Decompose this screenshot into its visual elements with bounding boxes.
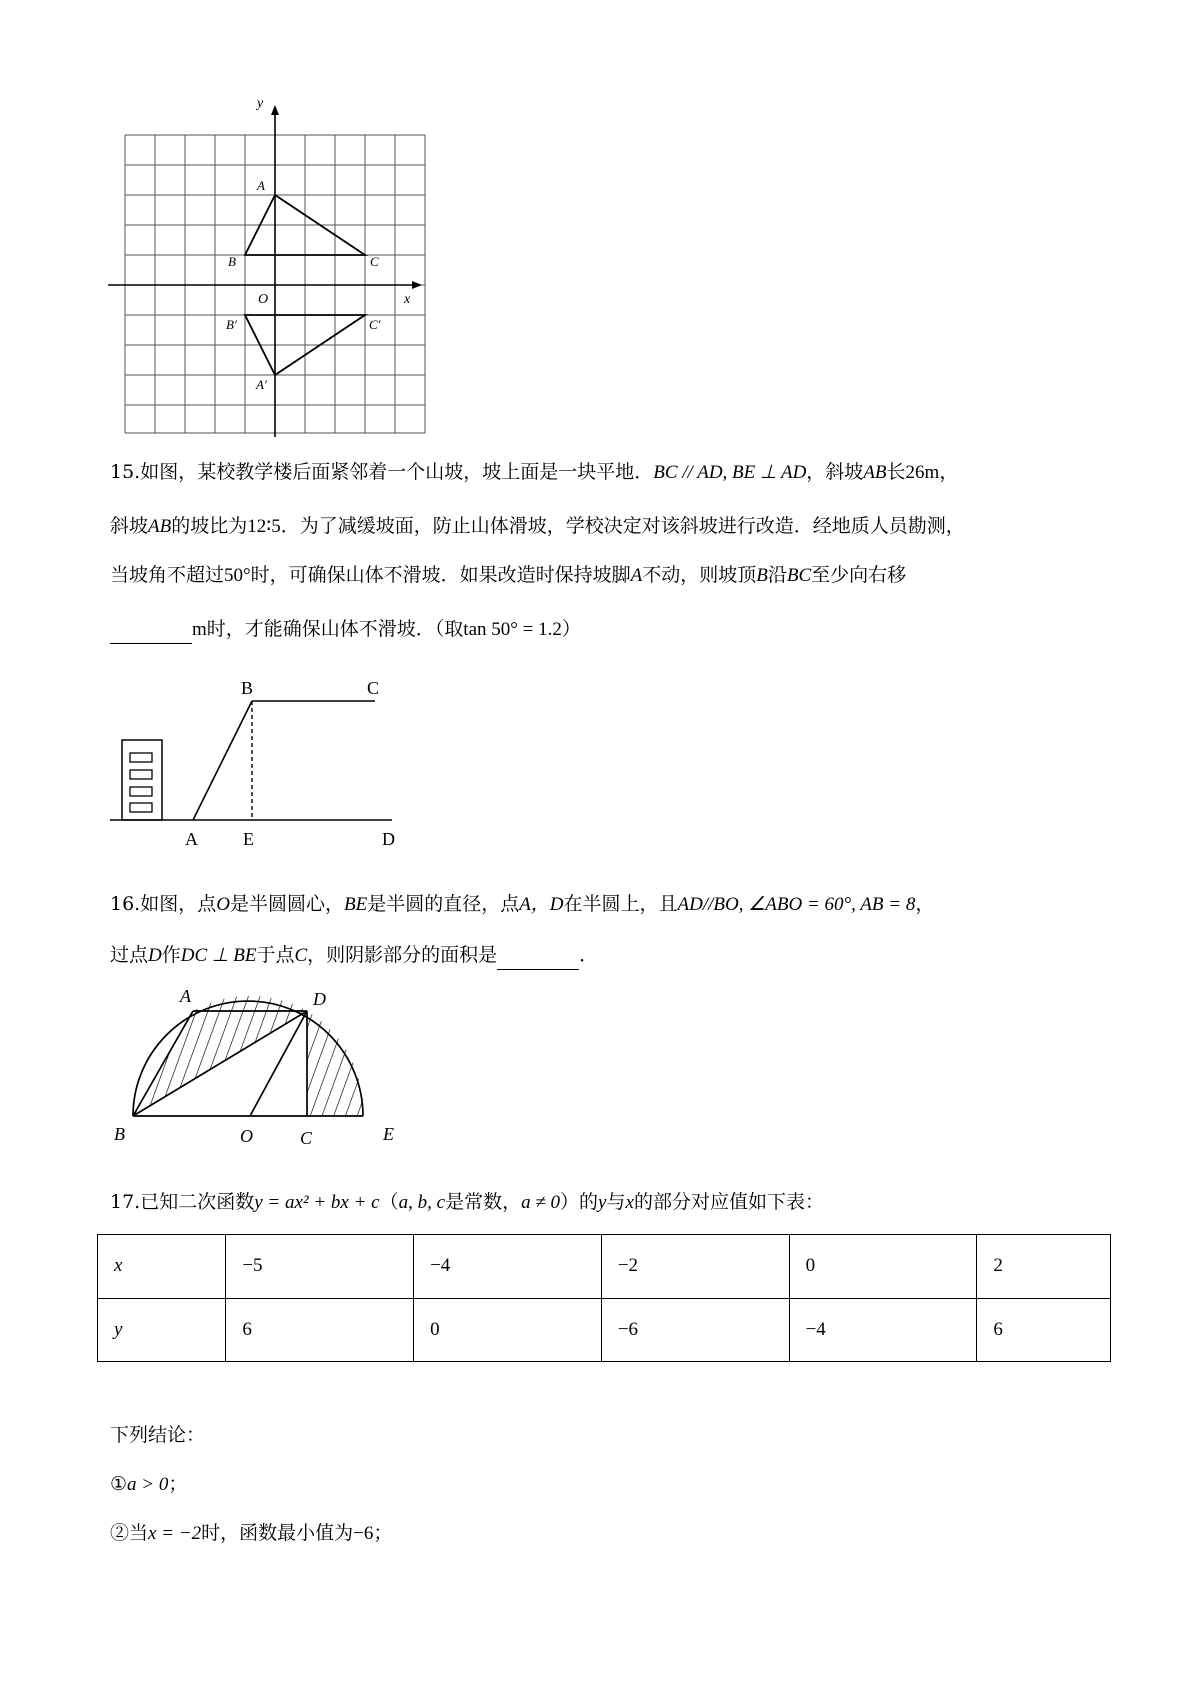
q17-conclusion-1 bbox=[110, 1470, 187, 1499]
q16-text: ，则阴影部分的面积是 bbox=[307, 944, 498, 966]
q17-text: ； bbox=[373, 1522, 393, 1544]
q17-var-y: y bbox=[598, 1192, 607, 1213]
q15-text: 时，可确保山体不滑坡．如果改造时保持坡脚 bbox=[250, 564, 631, 586]
table-header-y: y bbox=[114, 1318, 123, 1340]
fig16-label-d: D bbox=[313, 989, 326, 1009]
q17-text: ）的 bbox=[560, 1191, 599, 1213]
q15-text: 长 bbox=[886, 461, 906, 483]
q16-text: 于点 bbox=[256, 944, 295, 966]
q15-segment-bc: BC bbox=[786, 565, 812, 586]
fig16-label-c: C bbox=[300, 1128, 313, 1145]
q15-slope-ratio: 12∶5 bbox=[247, 516, 281, 537]
table-row-x bbox=[98, 1235, 1111, 1299]
fig15-label-b: B bbox=[241, 680, 254, 698]
value-table bbox=[97, 1234, 1111, 1362]
point-a-prime-label: A′ bbox=[256, 377, 267, 392]
building-window bbox=[130, 770, 152, 779]
table-cell: 0 bbox=[789, 1235, 977, 1299]
table-header-x: x bbox=[114, 1255, 123, 1277]
fig15-label-a: A bbox=[185, 829, 198, 849]
q16-point-o: O bbox=[216, 894, 230, 915]
building-window bbox=[130, 803, 152, 812]
q15-line-2 bbox=[110, 512, 965, 541]
fig16-label-o: O bbox=[240, 1126, 253, 1145]
q15-line-3 bbox=[110, 561, 906, 590]
table-cell: 6 bbox=[977, 1298, 1111, 1362]
q17-text: 17.已知二次函数 bbox=[110, 1191, 255, 1213]
q15-point-a: A bbox=[630, 565, 643, 586]
q17-text: 是常数， bbox=[445, 1191, 522, 1213]
q17-text: （ bbox=[379, 1191, 399, 1213]
y-axis-label: y bbox=[257, 96, 264, 111]
table-cell bbox=[98, 1235, 226, 1299]
fig16-label-b: B bbox=[114, 1124, 125, 1144]
q16-line-2 bbox=[110, 941, 598, 970]
coordinate-grid-figure bbox=[100, 95, 430, 440]
q15-length: 26m bbox=[905, 462, 940, 483]
q16-text: 作 bbox=[161, 944, 181, 966]
fig16-label-e: E bbox=[383, 1124, 394, 1144]
q15-text: ．为了减缓坡面，防止山体滑坡，学校决定对该斜坡进行改造．经地质人员勘测， bbox=[280, 515, 965, 537]
q15-text: 沿 bbox=[767, 564, 787, 586]
q17-var-x: x bbox=[625, 1192, 634, 1213]
q15-unit: m bbox=[192, 619, 207, 640]
q17-line-1 bbox=[110, 1188, 824, 1217]
q15-condition: BC // AD, BE ⊥ AD bbox=[653, 462, 807, 483]
q16-perpendicular: DC ⊥ BE bbox=[180, 945, 257, 966]
table-cell: −6 bbox=[601, 1298, 789, 1362]
q17-text: 与 bbox=[606, 1191, 626, 1213]
conclusion-2-value: −6 bbox=[353, 1523, 374, 1544]
q17-text: 的部分对应值如下表： bbox=[633, 1191, 824, 1213]
q17-text: 下列结论： bbox=[110, 1424, 206, 1446]
q15-text: 不动，则坡顶 bbox=[642, 564, 757, 586]
origin-label: O bbox=[258, 292, 269, 307]
table-cell: 2 bbox=[977, 1235, 1111, 1299]
q17-condition: a ≠ 0 bbox=[521, 1192, 561, 1213]
table-cell: −2 bbox=[601, 1235, 789, 1299]
q17-text: ； bbox=[168, 1473, 188, 1495]
q15-tan-value: tan 50° = 1.2 bbox=[463, 619, 562, 640]
q15-text: 当坡角不超过 bbox=[110, 564, 225, 586]
q15-angle: 50° bbox=[224, 565, 251, 586]
q17-conclusions-label bbox=[110, 1421, 205, 1449]
school-building bbox=[122, 740, 162, 820]
table-cell: −4 bbox=[414, 1235, 602, 1299]
q16-text: ． bbox=[579, 944, 599, 966]
shaded-region-right bbox=[307, 1011, 363, 1116]
q16-diameter-be: BE bbox=[343, 894, 368, 915]
q15-answer-blank[interactable] bbox=[110, 615, 192, 644]
y-axis-arrow bbox=[271, 105, 279, 115]
semicircle-figure bbox=[100, 985, 420, 1145]
x-axis-arrow bbox=[412, 281, 422, 289]
q16-text: 是半圆的直径，点 bbox=[367, 893, 520, 915]
q16-point-c: C bbox=[294, 945, 308, 966]
point-b-label: B bbox=[228, 254, 236, 269]
conclusion-number: ② bbox=[110, 1522, 130, 1544]
q16-text: 是半圆圆心， bbox=[229, 893, 344, 915]
q16-point-d: D bbox=[148, 945, 162, 966]
fig16-label-a: A bbox=[180, 986, 191, 1006]
q15-text: 斜坡 bbox=[110, 515, 149, 537]
table-cell: −5 bbox=[226, 1235, 414, 1299]
table-cell: 0 bbox=[414, 1298, 602, 1362]
q16-line-1 bbox=[110, 890, 934, 919]
fig15-label-d: D bbox=[382, 829, 395, 849]
fig15-label-c: C bbox=[367, 680, 380, 698]
q15-segment-ab: AB bbox=[863, 462, 887, 483]
slope-figure bbox=[100, 680, 410, 855]
q17-constants: a, b, c bbox=[398, 1192, 446, 1213]
q17-text: 当 bbox=[129, 1522, 149, 1544]
q16-text: 过点 bbox=[110, 944, 149, 966]
point-a-label: A bbox=[257, 178, 265, 193]
table-cell: 6 bbox=[226, 1298, 414, 1362]
table-cell bbox=[98, 1298, 226, 1362]
q15-text: 至少向右移 bbox=[811, 564, 907, 586]
q15-text: ，斜坡 bbox=[806, 461, 864, 483]
conclusion-2-math: x = −2 bbox=[148, 1523, 202, 1544]
shaded-region-upper bbox=[133, 996, 307, 1116]
q16-condition: AD//BO, ∠ABO = 60°, AB = 8 bbox=[677, 894, 916, 915]
conclusion-number: ① bbox=[110, 1473, 128, 1495]
q16-text: 16.如图，点 bbox=[110, 893, 217, 915]
fig15-label-e: E bbox=[243, 829, 254, 849]
q17-function: y = ax² + bx + c bbox=[254, 1192, 380, 1213]
point-b-prime-label: B′ bbox=[226, 317, 237, 332]
q15-text: ， bbox=[939, 461, 959, 483]
point-c-label: C bbox=[370, 254, 379, 269]
q16-text: ， bbox=[915, 893, 935, 915]
q17-text: 时，函数最小值为 bbox=[201, 1522, 354, 1544]
q15-line-1 bbox=[110, 458, 958, 487]
table-row-y bbox=[98, 1298, 1111, 1362]
x-axis-label: x bbox=[404, 292, 411, 307]
q15-text: ） bbox=[561, 618, 581, 640]
table-cell: −4 bbox=[789, 1298, 977, 1362]
q15-text: 时，才能确保山体不滑坡．（取 bbox=[206, 618, 464, 640]
q15-text: 15.如图，某校教学楼后面紧邻着一个山坡，坡上面是一块平地． bbox=[110, 461, 654, 483]
q15-segment-ab: AB bbox=[148, 516, 172, 537]
q16-answer-blank[interactable] bbox=[497, 941, 579, 970]
slope-ab bbox=[193, 701, 252, 820]
q15-text: 的坡比为 bbox=[171, 515, 248, 537]
point-c-prime-label: C′ bbox=[369, 317, 381, 332]
q15-line-4 bbox=[110, 615, 581, 644]
building-window bbox=[130, 753, 152, 762]
q15-point-b: B bbox=[756, 565, 768, 586]
building-window bbox=[130, 787, 152, 796]
q17-conclusion-2 bbox=[110, 1519, 392, 1548]
q16-points-ad: A，D bbox=[519, 894, 564, 915]
conclusion-1-math: a > 0 bbox=[127, 1474, 169, 1495]
q16-text: 在半圆上，且 bbox=[563, 893, 678, 915]
